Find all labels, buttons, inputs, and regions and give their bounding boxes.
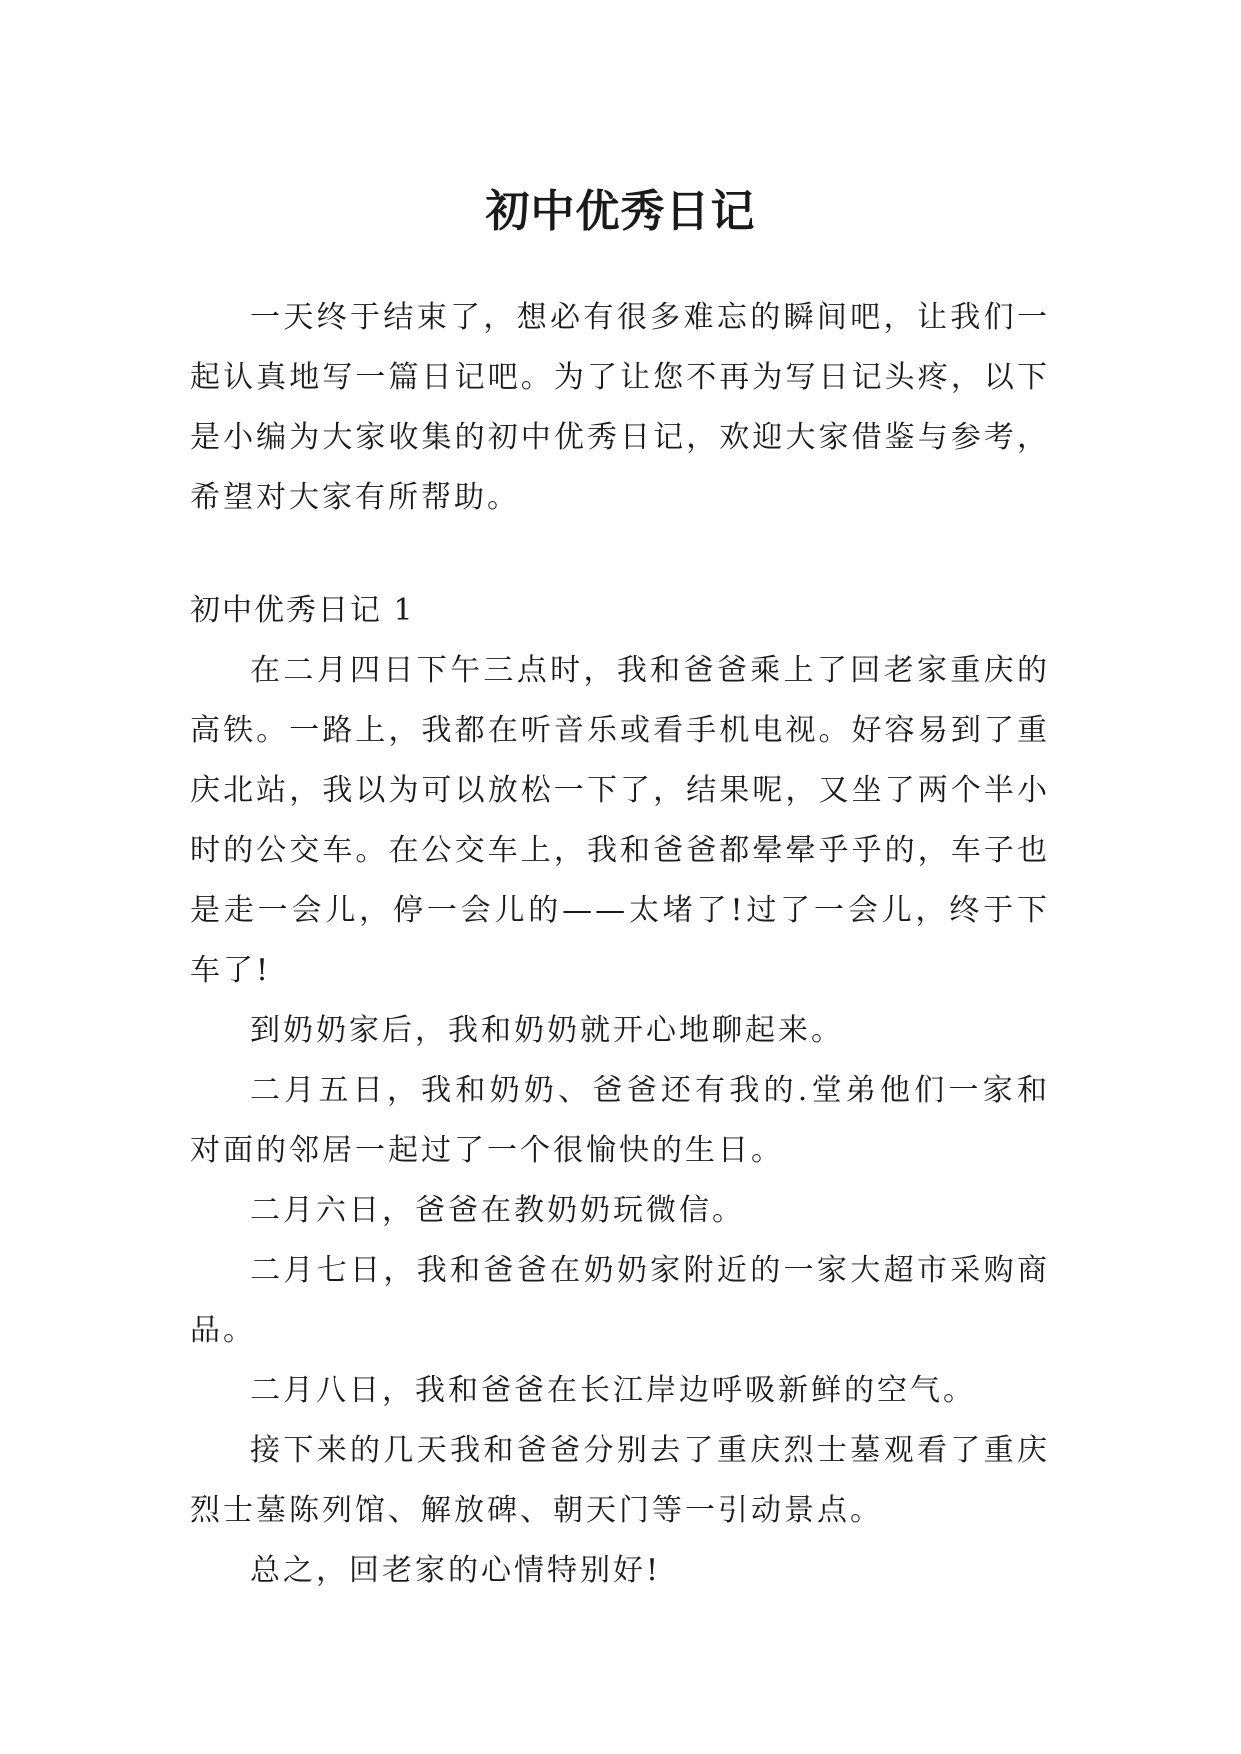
diary-section [190,581,1050,1601]
section-heading: 初中优秀日记 1 [190,593,415,628]
body-paragraph: 二月五日，我和奶奶、爸爸还有我的.堂弟他们一家和对面的邻居一起过了一个很愉快的生日。 [190,1073,1050,1168]
body-paragraph: 接下来的几天我和爸爸分别去了重庆烈士墓观看了重庆烈士墓陈列馆、解放碑、朝天门等一引动景点。 [190,1433,1050,1528]
body-paragraph: 在二月四日下午三点时，我和爸爸乘上了回老家重庆的高铁。一路上，我都在听音乐或看手机电视。好容易到了重庆北站，我以为可以放松一下了，结果呢，又坐了两个半小时的公交车。在公交车上，我和爸爸都晕晕乎乎的，车子也是走一会儿，停一会儿的——太堵了!过了一会儿，终于下车了! [190,653,1050,988]
body-paragraph: 二月七日，我和爸爸在奶奶家附近的一家大超市采购商品。 [190,1253,1050,1348]
body-paragraph: 二月六日，爸爸在教奶奶玩微信。 [250,1193,745,1228]
intro-paragraph: 一天终于结束了，想必有很多难忘的瞬间吧，让我们一起认真地写一篇日记吧。为了让您不再为写日记头疼，以下是小编为大家收集的初中优秀日记，欢迎大家借鉴与参考，希望对大家有所帮助。 [190,300,1050,515]
document-body [190,288,1050,1601]
document-title: 初中优秀日记 [485,186,756,238]
body-paragraph: 总之，回老家的心情特别好! [250,1553,662,1588]
body-paragraph: 到奶奶家后，我和奶奶就开心地聊起来。 [250,1013,844,1048]
body-paragraph: 二月八日，我和爸爸在长江岸边呼吸新鲜的空气。 [250,1373,976,1408]
